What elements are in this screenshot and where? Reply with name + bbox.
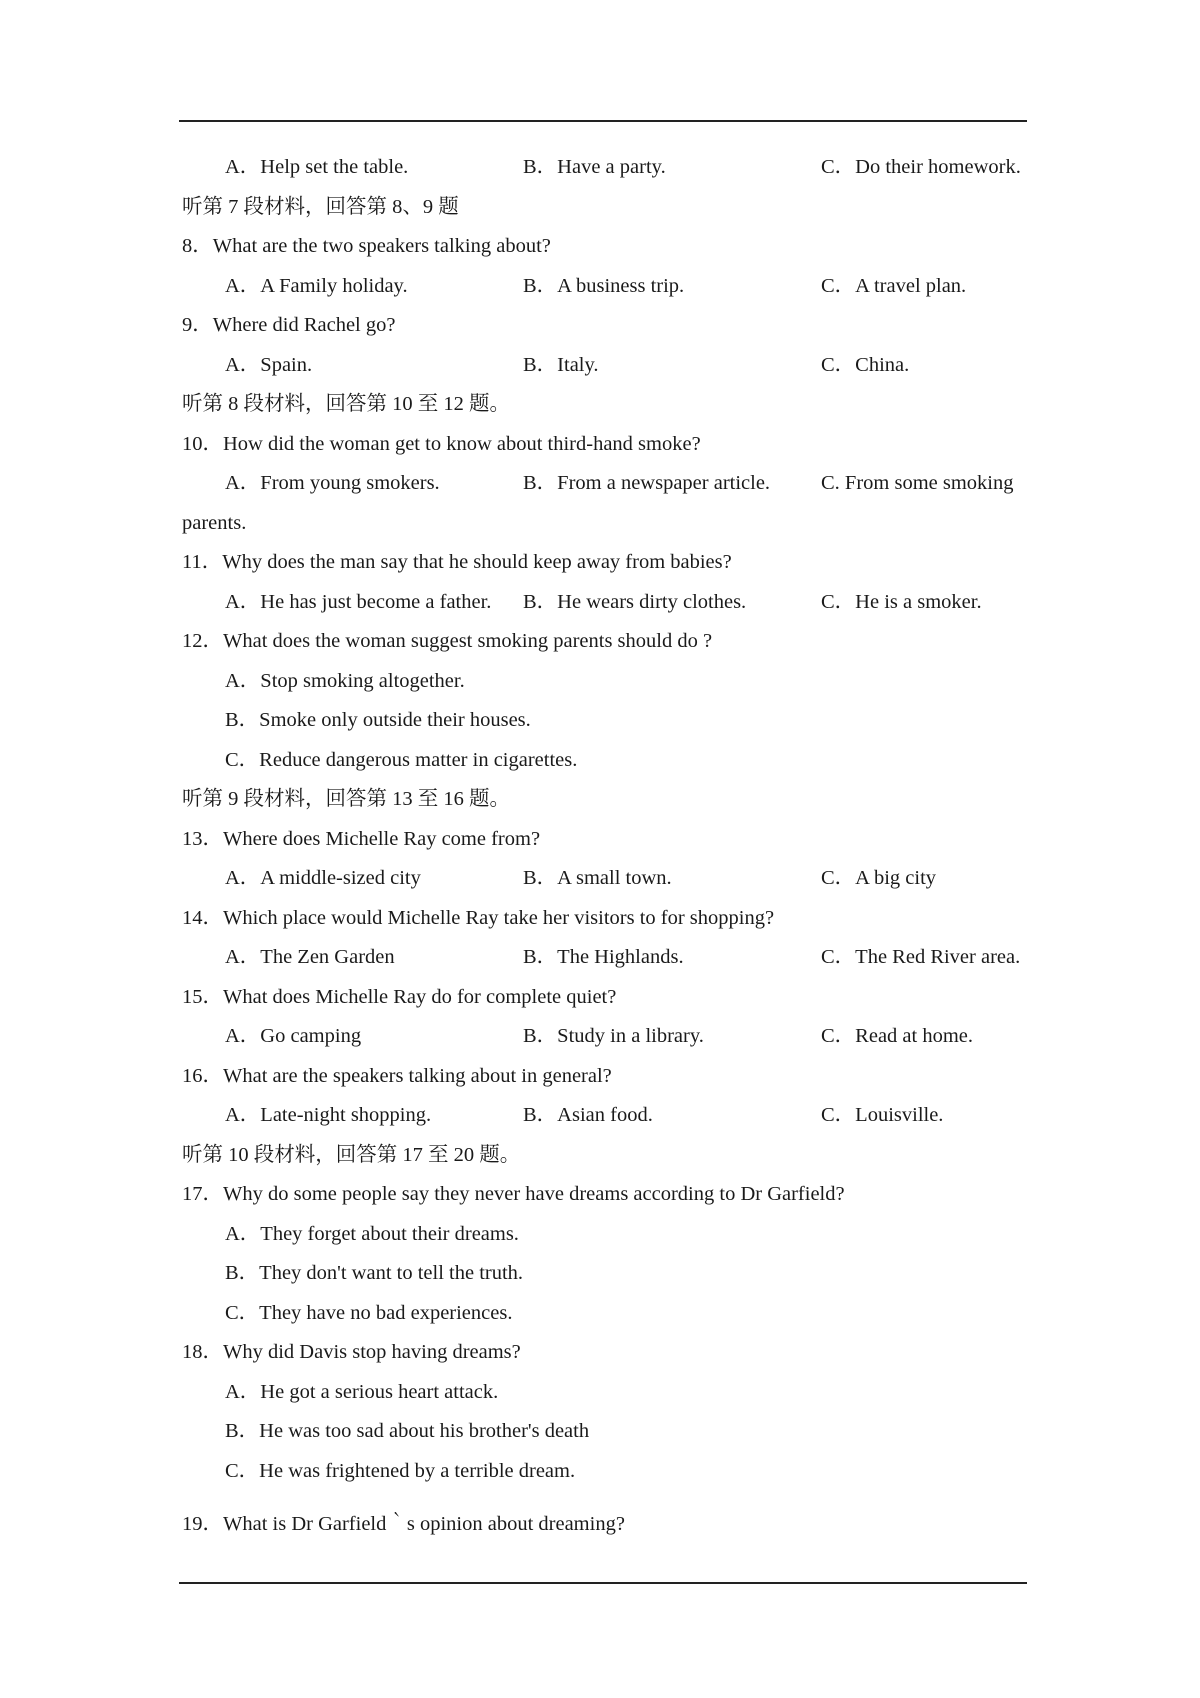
question — [182, 425, 1027, 465]
option-text: C．Reduce dangerous matter in cigarettes. — [225, 748, 578, 771]
question — [182, 899, 1027, 939]
question-text: 14．Which place would Michelle Ray take her visitors to for shopping? — [182, 906, 775, 929]
option-c: C．Louisville. — [821, 1104, 944, 1126]
option-line — [182, 1254, 1027, 1294]
section-instruction — [182, 780, 1027, 820]
question-text: 13．Where does Michelle Ray come from? — [182, 827, 541, 850]
option-line — [182, 1373, 1027, 1413]
section-instruction — [182, 188, 1027, 228]
option-c: C．Do their homework. — [821, 156, 1021, 178]
option-b: B．He wears dirty clothes. — [523, 590, 747, 613]
option-text: B．They don't want to tell the truth. — [225, 1262, 524, 1284]
question — [182, 1505, 1027, 1545]
option-a: A．A Family holiday. — [225, 274, 408, 297]
option-line — [182, 662, 1027, 702]
question-text: 19．What is Dr Garfield｀s opinion about dreaming? — [182, 1513, 625, 1535]
question-text: 17．Why do some people say they never have dreams according to Dr Garfield? — [182, 1183, 845, 1205]
option-c: C．China. — [821, 353, 910, 376]
question — [182, 622, 1027, 662]
option-b: B．From a newspaper article. — [523, 472, 771, 494]
option-a: A．He has just become a father. — [225, 590, 492, 613]
option-line — [182, 1412, 1027, 1452]
option-c: C．A big city — [821, 867, 937, 889]
option-c: C．Read at home. — [821, 1025, 974, 1047]
option-c: C. From some smoking — [821, 472, 1014, 494]
question-text: 11．Why does the man say that he should keep away from babies? — [182, 551, 732, 573]
option-text: C．They have no bad experiences. — [225, 1301, 513, 1324]
option-b: B．A small town. — [523, 867, 672, 889]
question — [182, 306, 1027, 346]
section-instruction — [182, 385, 1027, 425]
option-line — [182, 1452, 1027, 1492]
option-a: A．Spain. — [225, 353, 313, 376]
option-b: B．A business trip. — [523, 274, 685, 297]
option-a: A．From young smokers. — [225, 472, 440, 494]
option-row — [182, 464, 1027, 504]
option-text: C．He was frightened by a terrible dream. — [225, 1459, 576, 1482]
question-text: 15．What does Michelle Ray do for complete quiet? — [182, 985, 617, 1008]
option-row — [182, 1096, 1027, 1136]
question-text: 12．What does the woman suggest smoking parents should do ? — [182, 630, 713, 652]
option-row — [182, 583, 1027, 623]
question — [182, 1175, 1027, 1215]
option-c: C．He is a smoker. — [821, 590, 982, 613]
option-a: A．A middle-sized city — [225, 867, 421, 889]
question — [182, 543, 1027, 583]
option-text: A．They forget about their dreams. — [225, 1222, 519, 1245]
option-a: A．Go camping — [225, 1025, 362, 1047]
option-c: C．The Red River area. — [821, 946, 1021, 968]
question — [182, 820, 1027, 860]
option-text: B．Smoke only outside their houses. — [225, 709, 531, 731]
wrapped-text: parents. — [182, 511, 247, 534]
option-row — [182, 938, 1027, 978]
option-row — [182, 859, 1027, 899]
section-instruction-text: 听第 8 段材料，回答第 10 至 12 题。 — [182, 393, 510, 415]
option-row — [182, 346, 1027, 386]
section-instruction — [182, 1136, 1027, 1176]
question — [182, 1057, 1027, 1097]
option-a: A．Late-night shopping. — [225, 1104, 432, 1126]
exam-page-content — [182, 148, 1027, 1545]
question-text: 10．How did the woman get to know about third-hand smoke? — [182, 432, 701, 455]
option-row — [182, 148, 1027, 188]
section-instruction-text: 听第 9 段材料，回答第 13 至 16 题。 — [182, 788, 510, 810]
option-text: A．Stop smoking altogether. — [225, 669, 465, 692]
footer-rule — [179, 1582, 1027, 1584]
option-line — [182, 701, 1027, 741]
option-line — [182, 1215, 1027, 1255]
option-b: B．Have a party. — [523, 156, 666, 178]
option-b: B．Asian food. — [523, 1104, 653, 1126]
option-a: A．Help set the table. — [225, 156, 409, 178]
option-row — [182, 1017, 1027, 1057]
section-instruction-text: 听第 10 段材料，回答第 17 至 20 题。 — [182, 1143, 521, 1166]
wrapped-text-line — [182, 504, 1027, 544]
option-line — [182, 741, 1027, 781]
option-text: B．He was too sad about his brother's death — [225, 1420, 590, 1442]
option-b: B．The Highlands. — [523, 946, 684, 968]
question-text: 9．Where did Rachel go? — [182, 314, 396, 336]
question — [182, 1333, 1027, 1373]
question — [182, 978, 1027, 1018]
question-text: 18．Why did Davis stop having dreams? — [182, 1341, 521, 1363]
question — [182, 227, 1027, 267]
header-rule — [179, 120, 1027, 122]
option-b: B．Study in a library. — [523, 1025, 704, 1047]
question-text: 8．What are the two speakers talking about? — [182, 235, 551, 257]
option-a: A．The Zen Garden — [225, 946, 395, 968]
option-text: A．He got a serious heart attack. — [225, 1380, 499, 1403]
option-row — [182, 267, 1027, 307]
option-line — [182, 1294, 1027, 1334]
option-b: B．Italy. — [523, 353, 599, 376]
question-text: 16．What are the speakers talking about in general? — [182, 1064, 612, 1087]
section-instruction-text: 听第 7 段材料，回答第 8、9 题 — [182, 195, 459, 218]
option-c: C．A travel plan. — [821, 274, 967, 297]
